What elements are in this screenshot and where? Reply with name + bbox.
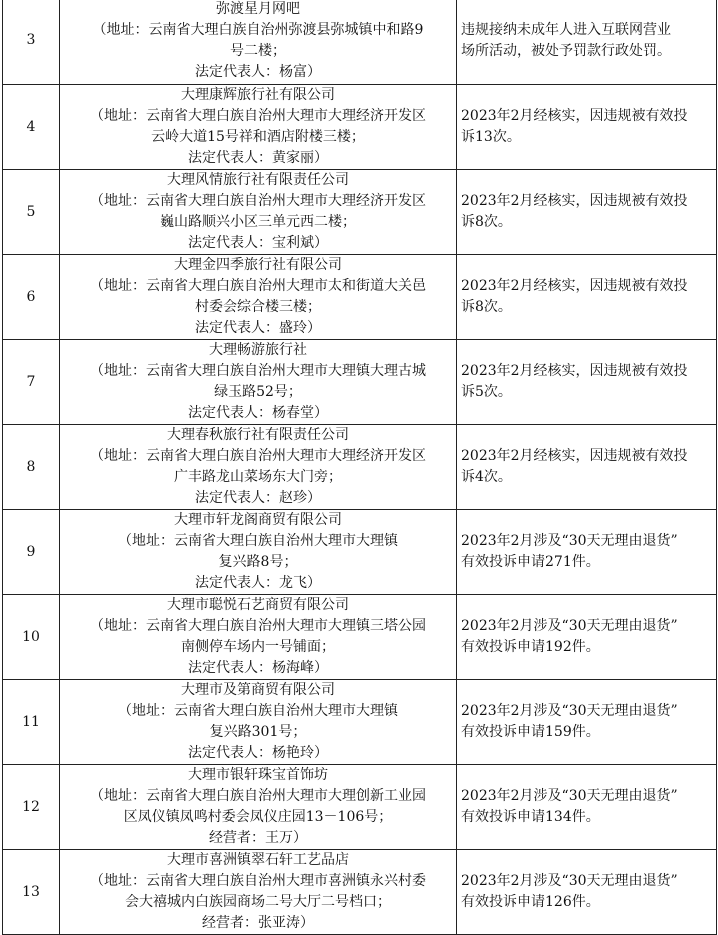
violation-reason-line: 违规接纳未成年人进入互联网营业 [461, 21, 671, 38]
entity-address-line: 南侧停车场内一号铺面； [181, 639, 335, 655]
violation-cell [457, 0, 717, 85]
entity-address-line: 巍山路顺兴小区三单元西二楼； [160, 214, 356, 230]
entity-name: 大理畅游旅行社 [209, 342, 307, 358]
entity-address-line: 广丰路龙山菜场东大门旁； [174, 469, 342, 485]
violation-cell [457, 595, 717, 680]
entity-address-line: （地址：云南省大理白族自治州大理市大理经济开发区 [90, 108, 426, 124]
row-number: 6 [3, 255, 60, 340]
row-number: 13 [3, 850, 60, 935]
row-number: 3 [3, 0, 60, 85]
violation-reason-line: 诉13次。 [461, 129, 521, 145]
entity-cell [60, 425, 457, 510]
legal-representative: 法定代表人：杨海峰） [188, 660, 328, 676]
row-number: 4 [3, 85, 60, 170]
table-row [3, 0, 717, 85]
violation-reason-line: 2023年2月经核实，因违规被有效投 [461, 363, 688, 379]
penalty-list-table [2, 0, 717, 935]
violation-reason-line: 诉4次。 [461, 469, 512, 485]
entity-address-line: （地址：云南省大理白族自治州大理市大理镇大理古城 [90, 363, 426, 379]
violation-reason-line: 2023年2月经核实，因违规被有效投 [461, 448, 688, 464]
entity-address-line: 号二楼； [230, 42, 286, 59]
entity-address-line: （地址：云南省大理白族自治州大理市太和街道大关邑 [90, 278, 426, 294]
violation-reason-line: 有效投诉申请126件。 [461, 894, 600, 910]
entity-cell [60, 85, 457, 170]
violation-cell [457, 255, 717, 340]
row-number: 7 [3, 340, 60, 425]
violation-reason-line: 有效投诉申请159件。 [461, 724, 600, 740]
entity-cell [60, 850, 457, 935]
entity-address-line: （地址：云南省大理白族自治州大理市大理经济开发区 [90, 193, 426, 209]
violation-reason-line: 有效投诉申请192件。 [461, 639, 600, 655]
entity-cell [60, 0, 457, 85]
entity-cell [60, 595, 457, 680]
entity-name: 大理春秋旅行社有限责任公司 [167, 427, 349, 443]
legal-representative: 经营者：张亚涛） [202, 915, 314, 931]
violation-reason-line: 2023年2月涉及“30天无理由退货” [461, 788, 678, 804]
row-number: 10 [3, 595, 60, 680]
entity-address-line: 区凤仪镇凤鸣村委会凤仪庄园13－106号； [123, 809, 393, 825]
entity-address-line: （地址：云南省大理白族自治州大理市大理镇三塔公园 [90, 618, 426, 634]
entity-name: 大理康辉旅行社有限公司 [181, 87, 335, 103]
entity-address-line: （地址：云南省大理白族自治州大理市喜洲镇永兴村委 [90, 873, 426, 889]
table-body [3, 0, 717, 935]
table-row [3, 850, 717, 935]
entity-address-line: （地址：云南省大理白族自治州弥渡县弥城镇中和路9 [92, 21, 424, 38]
entity-name: 弥渡星月网吧 [216, 0, 300, 17]
entity-name: 大理风情旅行社有限责任公司 [167, 172, 349, 188]
entity-cell [60, 170, 457, 255]
entity-cell [60, 510, 457, 595]
entity-cell [60, 680, 457, 765]
violation-cell [457, 425, 717, 510]
entity-address-line: 云岭大道15号祥和酒店附楼三楼； [151, 129, 365, 145]
violation-cell [457, 85, 717, 170]
entity-name: 大理市及第商贸有限公司 [181, 682, 335, 698]
violation-reason-line: 2023年2月经核实，因违规被有效投 [461, 278, 688, 294]
violation-reason-line: 有效投诉申请271件。 [461, 554, 600, 570]
entity-address-line: 复兴路301号； [209, 724, 307, 740]
violation-reason-line: 场所活动，被处予罚款行政处罚。 [461, 42, 671, 59]
violation-reason-line: 诉8次。 [461, 214, 512, 230]
violation-cell [457, 680, 717, 765]
violation-reason-line: 有效投诉申请134件。 [461, 809, 600, 825]
table-row [3, 680, 717, 765]
entity-name: 大理市喜洲镇翠石轩工艺品店 [167, 852, 349, 868]
entity-address-line: （地址：云南省大理白族自治州大理市大理创新工业园 [90, 788, 426, 804]
table-row [3, 340, 717, 425]
legal-representative: 法定代表人：杨艳玲） [188, 745, 328, 761]
legal-representative: 法定代表人：盛玲） [195, 320, 321, 336]
violation-cell [457, 765, 717, 850]
violation-reason-line: 诉8次。 [461, 299, 512, 315]
legal-representative: 经营者：王万） [209, 830, 307, 846]
legal-representative: 法定代表人：杨富） [195, 63, 321, 80]
violation-reason-line: 2023年2月涉及“30天无理由退货” [461, 618, 678, 634]
legal-representative: 法定代表人：宝利斌） [188, 235, 328, 251]
entity-address-line: （地址：云南省大理白族自治州大理市大理经济开发区 [90, 448, 426, 464]
violation-reason-line: 诉5次。 [461, 384, 512, 400]
row-number: 9 [3, 510, 60, 595]
entity-address-line: 绿玉路52号； [214, 384, 302, 400]
table-row [3, 85, 717, 170]
entity-name: 大理市轩龙阁商贸有限公司 [174, 512, 342, 528]
violation-cell [457, 510, 717, 595]
row-number: 5 [3, 170, 60, 255]
entity-address-line: 会大禧城内白族园商场二号大厅二号档口； [125, 894, 391, 910]
legal-representative: 法定代表人：杨春堂） [188, 405, 328, 421]
entity-cell [60, 340, 457, 425]
table-row [3, 595, 717, 680]
legal-representative: 法定代表人：黄家丽） [188, 150, 328, 166]
entity-name: 大理金四季旅行社有限公司 [174, 257, 342, 273]
entity-name: 大理市银轩珠宝首饰坊 [188, 767, 328, 783]
table-row [3, 425, 717, 510]
violation-cell [457, 170, 717, 255]
legal-representative: 法定代表人：龙飞） [195, 575, 321, 591]
violation-reason-line: 2023年2月涉及“30天无理由退货” [461, 873, 678, 889]
violation-reason-line: 2023年2月经核实，因违规被有效投 [461, 193, 688, 209]
row-number: 11 [3, 680, 60, 765]
table-row [3, 765, 717, 850]
entity-name: 大理市聪悦石艺商贸有限公司 [167, 597, 349, 613]
row-number: 12 [3, 765, 60, 850]
violation-reason-line: 2023年2月涉及“30天无理由退货” [461, 533, 678, 549]
violation-reason-line: 2023年2月涉及“30天无理由退货” [461, 703, 678, 719]
row-number: 8 [3, 425, 60, 510]
entity-address-line: （地址：云南省大理白族自治州大理市大理镇 [118, 533, 398, 549]
entity-address-line: 复兴路8号； [218, 554, 298, 570]
violation-reason-line: 2023年2月经核实，因违规被有效投 [461, 108, 688, 124]
entity-address-line: 村委会综合楼三楼； [195, 299, 321, 315]
entity-address-line: （地址：云南省大理白族自治州大理市大理镇 [118, 703, 398, 719]
table-row [3, 255, 717, 340]
violation-cell [457, 340, 717, 425]
table-row [3, 170, 717, 255]
violation-cell [457, 850, 717, 935]
entity-cell [60, 765, 457, 850]
entity-cell [60, 255, 457, 340]
legal-representative: 法定代表人：赵珍） [195, 490, 321, 506]
table-row [3, 510, 717, 595]
